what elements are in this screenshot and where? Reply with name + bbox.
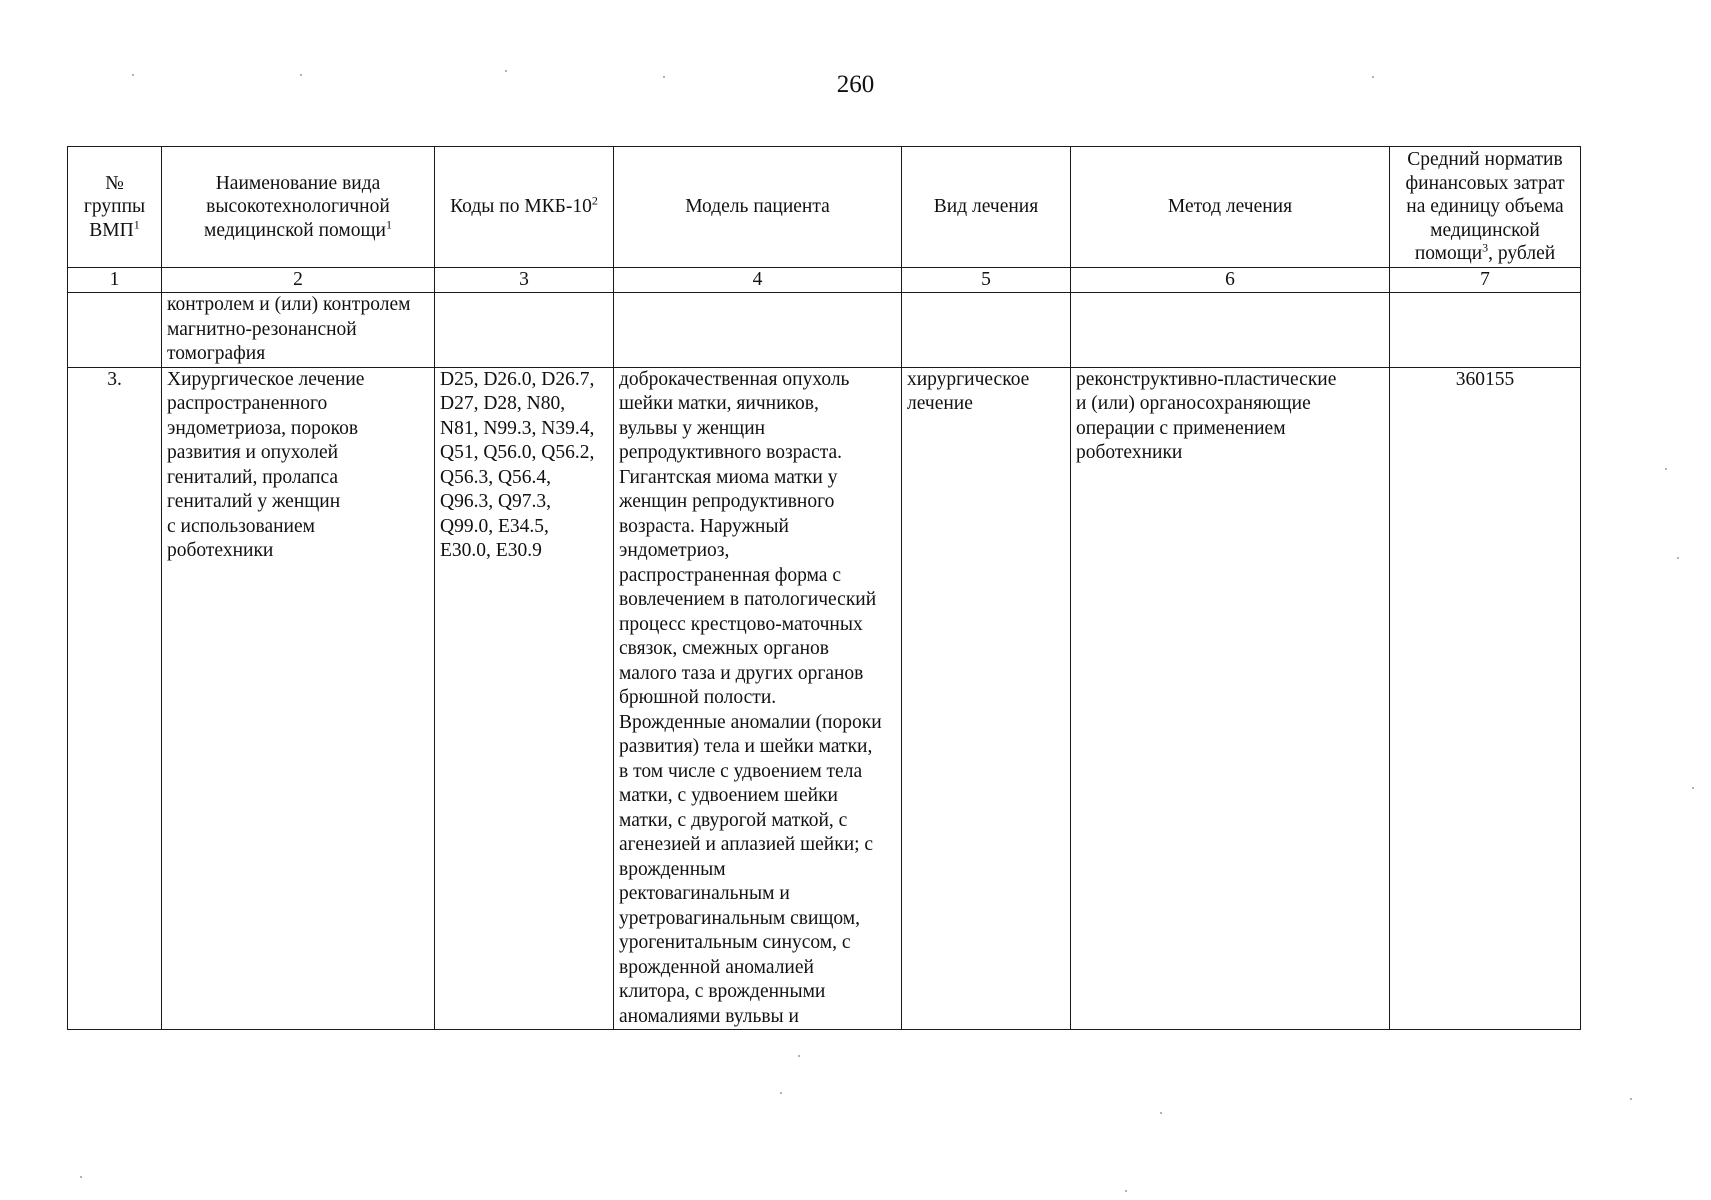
column-number-row: [68, 268, 1581, 293]
column-number: 3: [435, 268, 614, 293]
cell-treatment-method: реконструктивно-пластические и (или) органосохраняющие операции с применением роботехники: [1071, 367, 1390, 1030]
scan-speck: [780, 1092, 782, 1094]
scan-speck: [663, 76, 665, 78]
scan-speck: [300, 74, 302, 76]
cell-empty: [435, 293, 614, 368]
column-number: 2: [162, 268, 435, 293]
cell-group-number: 3.: [68, 367, 162, 1030]
cell-icd-codes: D25, D26.0, D26.7, D27, D28, N80, N81, N99.3, N39.4, Q51, Q56.0, Q56.2, Q56.3, Q56.4, Q96.3, Q97.3, Q99.0, E34.5, E30.0, E30.9: [435, 367, 614, 1030]
page-number: 260: [836, 71, 875, 98]
header-care-name: Наименование вида высокотехнологичной медицинской помощи$^1$: [162, 147, 435, 268]
cell-empty: [614, 293, 902, 368]
scan-speck: [1665, 468, 1667, 470]
header-cost-standard: Средний норматив финансовых затрат на единицу объема медицинской помощи$^3$, рублей: [1390, 147, 1581, 268]
cell-empty: [1071, 293, 1390, 368]
table-header-row: [68, 147, 1581, 268]
cell-patient-model: доброкачественная опухоль шейки матки, яичников, вульвы у женщин репродуктивного возраста. Гигантская миома матки у женщин репродуктивного возраста. Наружный эндометриоз, распространенная форма с вовлечением в патологический процесс крестцово-маточных связок, смежных органов малого таза и других органов брюшной полости. Врожденные аномалии (пороки развития) тела и шейки матки, в том числе с удвоением тела матки, с удвоением шейки матки, с двурогой маткой, с агенезией и аплазией шейки; с врожденным ректовагинальным и уретровагинальным свищом, урогенитальным синусом, с врожденной аномалией клитора, с врожденными аномалиями вульвы и: [614, 367, 902, 1030]
continuation-row: [68, 293, 1581, 368]
header-treatment-method: Метод лечения: [1071, 147, 1390, 268]
header-treatment-type: Вид лечения: [902, 147, 1071, 268]
scan-speck: [1372, 76, 1374, 78]
column-number: 4: [614, 268, 902, 293]
scan-speck: [505, 70, 507, 72]
column-number: 1: [68, 268, 162, 293]
cell-care-name: Хирургическое лечение распространенного эндометриоза, пороков развития и опухолей гениталий, пролапса гениталий у женщин с использованием роботехники: [162, 367, 435, 1030]
cell-care-name-continued: контролем и (или) контролем магнитно-резонансной томография: [162, 293, 435, 368]
header-patient-model: Модель пациента: [614, 147, 902, 268]
scan-speck: [1630, 1098, 1632, 1100]
scan-speck: [1692, 787, 1694, 789]
header-group-number: № группы ВМП$^1$: [68, 147, 162, 268]
scan-speck: [1677, 557, 1679, 559]
scan-speck: [80, 1176, 82, 1178]
cell-cost: 360155: [1390, 367, 1581, 1030]
scan-speck: [1160, 1112, 1162, 1114]
scan-speck: [1125, 1190, 1127, 1192]
cell-treatment-type: хирургическое лечение: [902, 367, 1071, 1030]
cell-empty: [1390, 293, 1581, 368]
header-icd-codes: Коды по МКБ-$10^2$: [435, 147, 614, 268]
cell-empty: [902, 293, 1071, 368]
table-row: [68, 367, 1581, 1030]
cell-empty: [68, 293, 162, 368]
scan-speck: [798, 1055, 800, 1057]
column-number: 5: [902, 268, 1071, 293]
vmp-table: [67, 146, 1581, 1030]
column-number: 7: [1390, 268, 1581, 293]
scan-speck: [132, 74, 134, 76]
column-number: 6: [1071, 268, 1390, 293]
